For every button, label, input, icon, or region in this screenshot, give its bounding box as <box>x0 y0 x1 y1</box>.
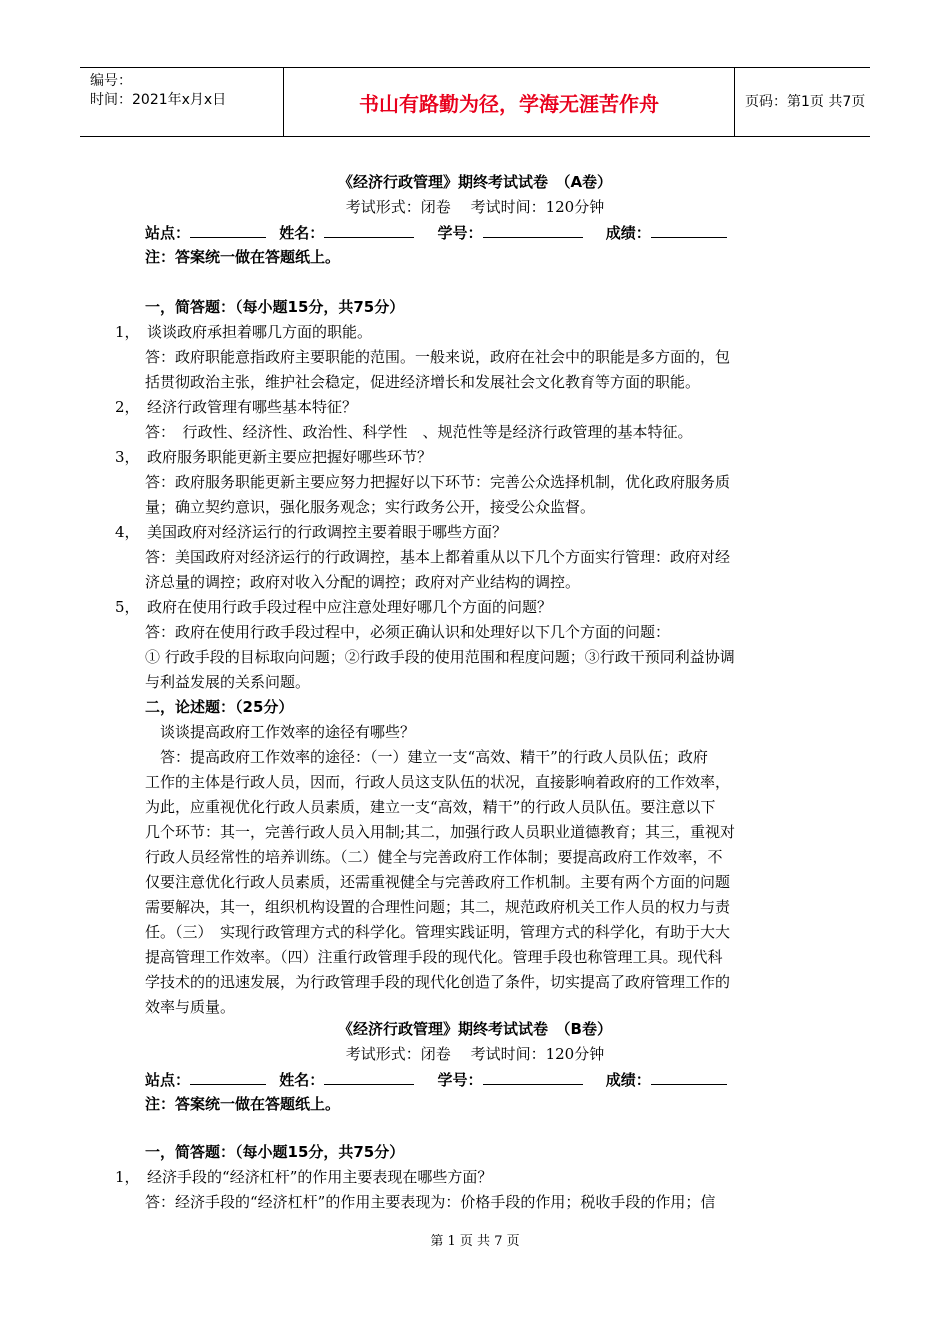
exam-a-section1: 一，简答题：（每小题15分，共75分） <box>145 298 405 316</box>
score-blank <box>651 222 727 238</box>
question: 1， 经济手段的“经济杠杆”的作用主要表现在哪些方面？ <box>115 1168 493 1186</box>
number-label: 编号： <box>90 73 132 89</box>
score-blank <box>651 1069 727 1085</box>
answer-line: 答：政府在使用行政手段过程中，必须正确认识和处理好以下几个方面的问题： <box>145 623 671 641</box>
essay-line: 任。（三） 实现行政管理方式的科学化。管理实践证明，管理方式的科学化，有助于大大 <box>145 923 731 941</box>
answer-line: 括贯彻政治主张，维护社会稳定，促进经济增长和发展社会文化教育等方面的职能。 <box>145 373 701 391</box>
essay-line: 效率与质量。 <box>145 998 236 1016</box>
score-label: 成绩： <box>605 1071 651 1089</box>
score-label: 成绩： <box>605 224 651 242</box>
exam-b-note: 注：答案统一做在答题纸上。 <box>145 1095 341 1113</box>
answer-line: 答：经济手段的“经济杠杆”的作用主要表现为：价格手段的作用；税收手段的作用；信 <box>145 1193 716 1211</box>
site-blank <box>190 222 266 238</box>
question: 2， 经济行政管理有哪些基本特征？ <box>115 398 358 416</box>
time-label: 时间：2021年x月x日 <box>90 92 227 108</box>
essay-line: 需要解决，其一，组织机构设置的合理性问题；其二，规范政府机关工作人员的权力与责 <box>145 898 731 916</box>
answer-line: 答：政府服务职能更新主要应努力把握好以下环节：完善公众选择机制，优化政府服务质 <box>145 473 731 491</box>
answer-line: 答： 行政性、经济性、政治性、科学性 、规范性等是经济行政管理的基本特征。 <box>145 423 693 441</box>
id-blank <box>483 222 583 238</box>
answer-line: 答：政府职能意指政府主要职能的范围。一般来说，政府在社会中的职能是多方面的，包 <box>145 348 731 366</box>
id-blank <box>483 1069 583 1085</box>
exam-b-section1: 一，简答题：（每小题15分，共75分） <box>145 1143 405 1161</box>
answer-line: 量；确立契约意识，强化服务观念；实行政务公开，接受公众监督。 <box>145 498 596 516</box>
essay-line: 学技术的的迅速发展，为行政管理手段的现代化创造了条件，切实提高了政府管理工作的 <box>145 973 731 991</box>
answer-line: 答：美国政府对经济运行的行政调控，基本上都着重从以下几个方面实行管理：政府对经 <box>145 548 731 566</box>
site-label: 站点： <box>145 1071 191 1089</box>
page-indicator: 页码：第1页 共7页 <box>745 94 866 110</box>
name-label: 姓名： <box>279 224 325 242</box>
site-blank <box>190 1069 266 1085</box>
page-header <box>80 67 870 137</box>
answer-line: 与利益发展的关系问题。 <box>145 673 311 691</box>
essay-line: 仅要注意优化行政人员素质，还需重视健全与完善政府工作机制。主要有两个方面的问题 <box>145 873 731 891</box>
name-blank <box>324 222 414 238</box>
essay-question: 谈谈提高政府工作效率的途径有哪些？ <box>160 723 416 741</box>
essay-line: 行政人员经常性的培养训练。（二）健全与完善政府工作体制；要提高政府工作效率，不 <box>145 848 723 866</box>
exam-a-meta: 考试形式：闭卷 考试时间：120分钟 <box>345 198 605 216</box>
name-blank <box>324 1069 414 1085</box>
motto: 书山有路勤为径，学海无涯苦作舟 <box>283 68 735 136</box>
exam-a-fields <box>145 222 727 243</box>
question: 5， 政府在使用行政手段过程中应注意处理好哪几个方面的问题？ <box>115 598 553 616</box>
essay-line: 答：提高政府工作效率的途径：（一）建立一支“高效、精干”的行政人员队伍；政府 <box>160 748 708 766</box>
answer-line: ① 行政手段的目标取向问题；②行政手段的使用范围和程度问题；③行政干预同利益协调 <box>145 648 735 666</box>
exam-a-note: 注：答案统一做在答题纸上。 <box>145 248 341 266</box>
essay-line: 工作的主体是行政人员，因而，行政人员这支队伍的状况，直接影响着政府的工作效率， <box>145 773 731 791</box>
question: 4， 美国政府对经济运行的行政调控主要着眼于哪些方面？ <box>115 523 508 541</box>
question: 3， 政府服务职能更新主要应把握好哪些环节？ <box>115 448 433 466</box>
site-label: 站点： <box>145 224 191 242</box>
exam-b-meta: 考试形式：闭卷 考试时间：120分钟 <box>345 1045 605 1063</box>
question: 1， 谈谈政府承担着哪几方面的职能。 <box>115 323 373 341</box>
essay-line: 提高管理工作效率。（四）注重行政管理手段的现代化。管理手段也称管理工具。现代科 <box>145 948 723 966</box>
exam-b-title: 《经济行政管理》期终考试试卷 （B卷） <box>338 1020 612 1038</box>
exam-b-fields <box>145 1069 727 1090</box>
id-label: 学号： <box>437 1071 483 1089</box>
answer-line: 济总量的调控；政府对收入分配的调控；政府对产业结构的调控。 <box>145 573 581 591</box>
name-label: 姓名： <box>279 1071 325 1089</box>
essay-line: 为此，应重视优化行政人员素质，建立一支“高效，精干”的行政人员队伍。要注意以下 <box>145 798 716 816</box>
page-footer: 第 1 页 共 7 页 <box>430 1234 520 1249</box>
id-label: 学号： <box>437 224 483 242</box>
exam-a-title: 《经济行政管理》期终考试试卷 （A卷） <box>337 173 613 191</box>
essay-line: 几个环节：其一，完善行政人员入用制;其二，加强行政人员职业道德教育；其三，重视对 <box>145 823 736 841</box>
header-info <box>80 68 283 136</box>
exam-a-section2: 二，论述题：（25分） <box>145 698 294 716</box>
